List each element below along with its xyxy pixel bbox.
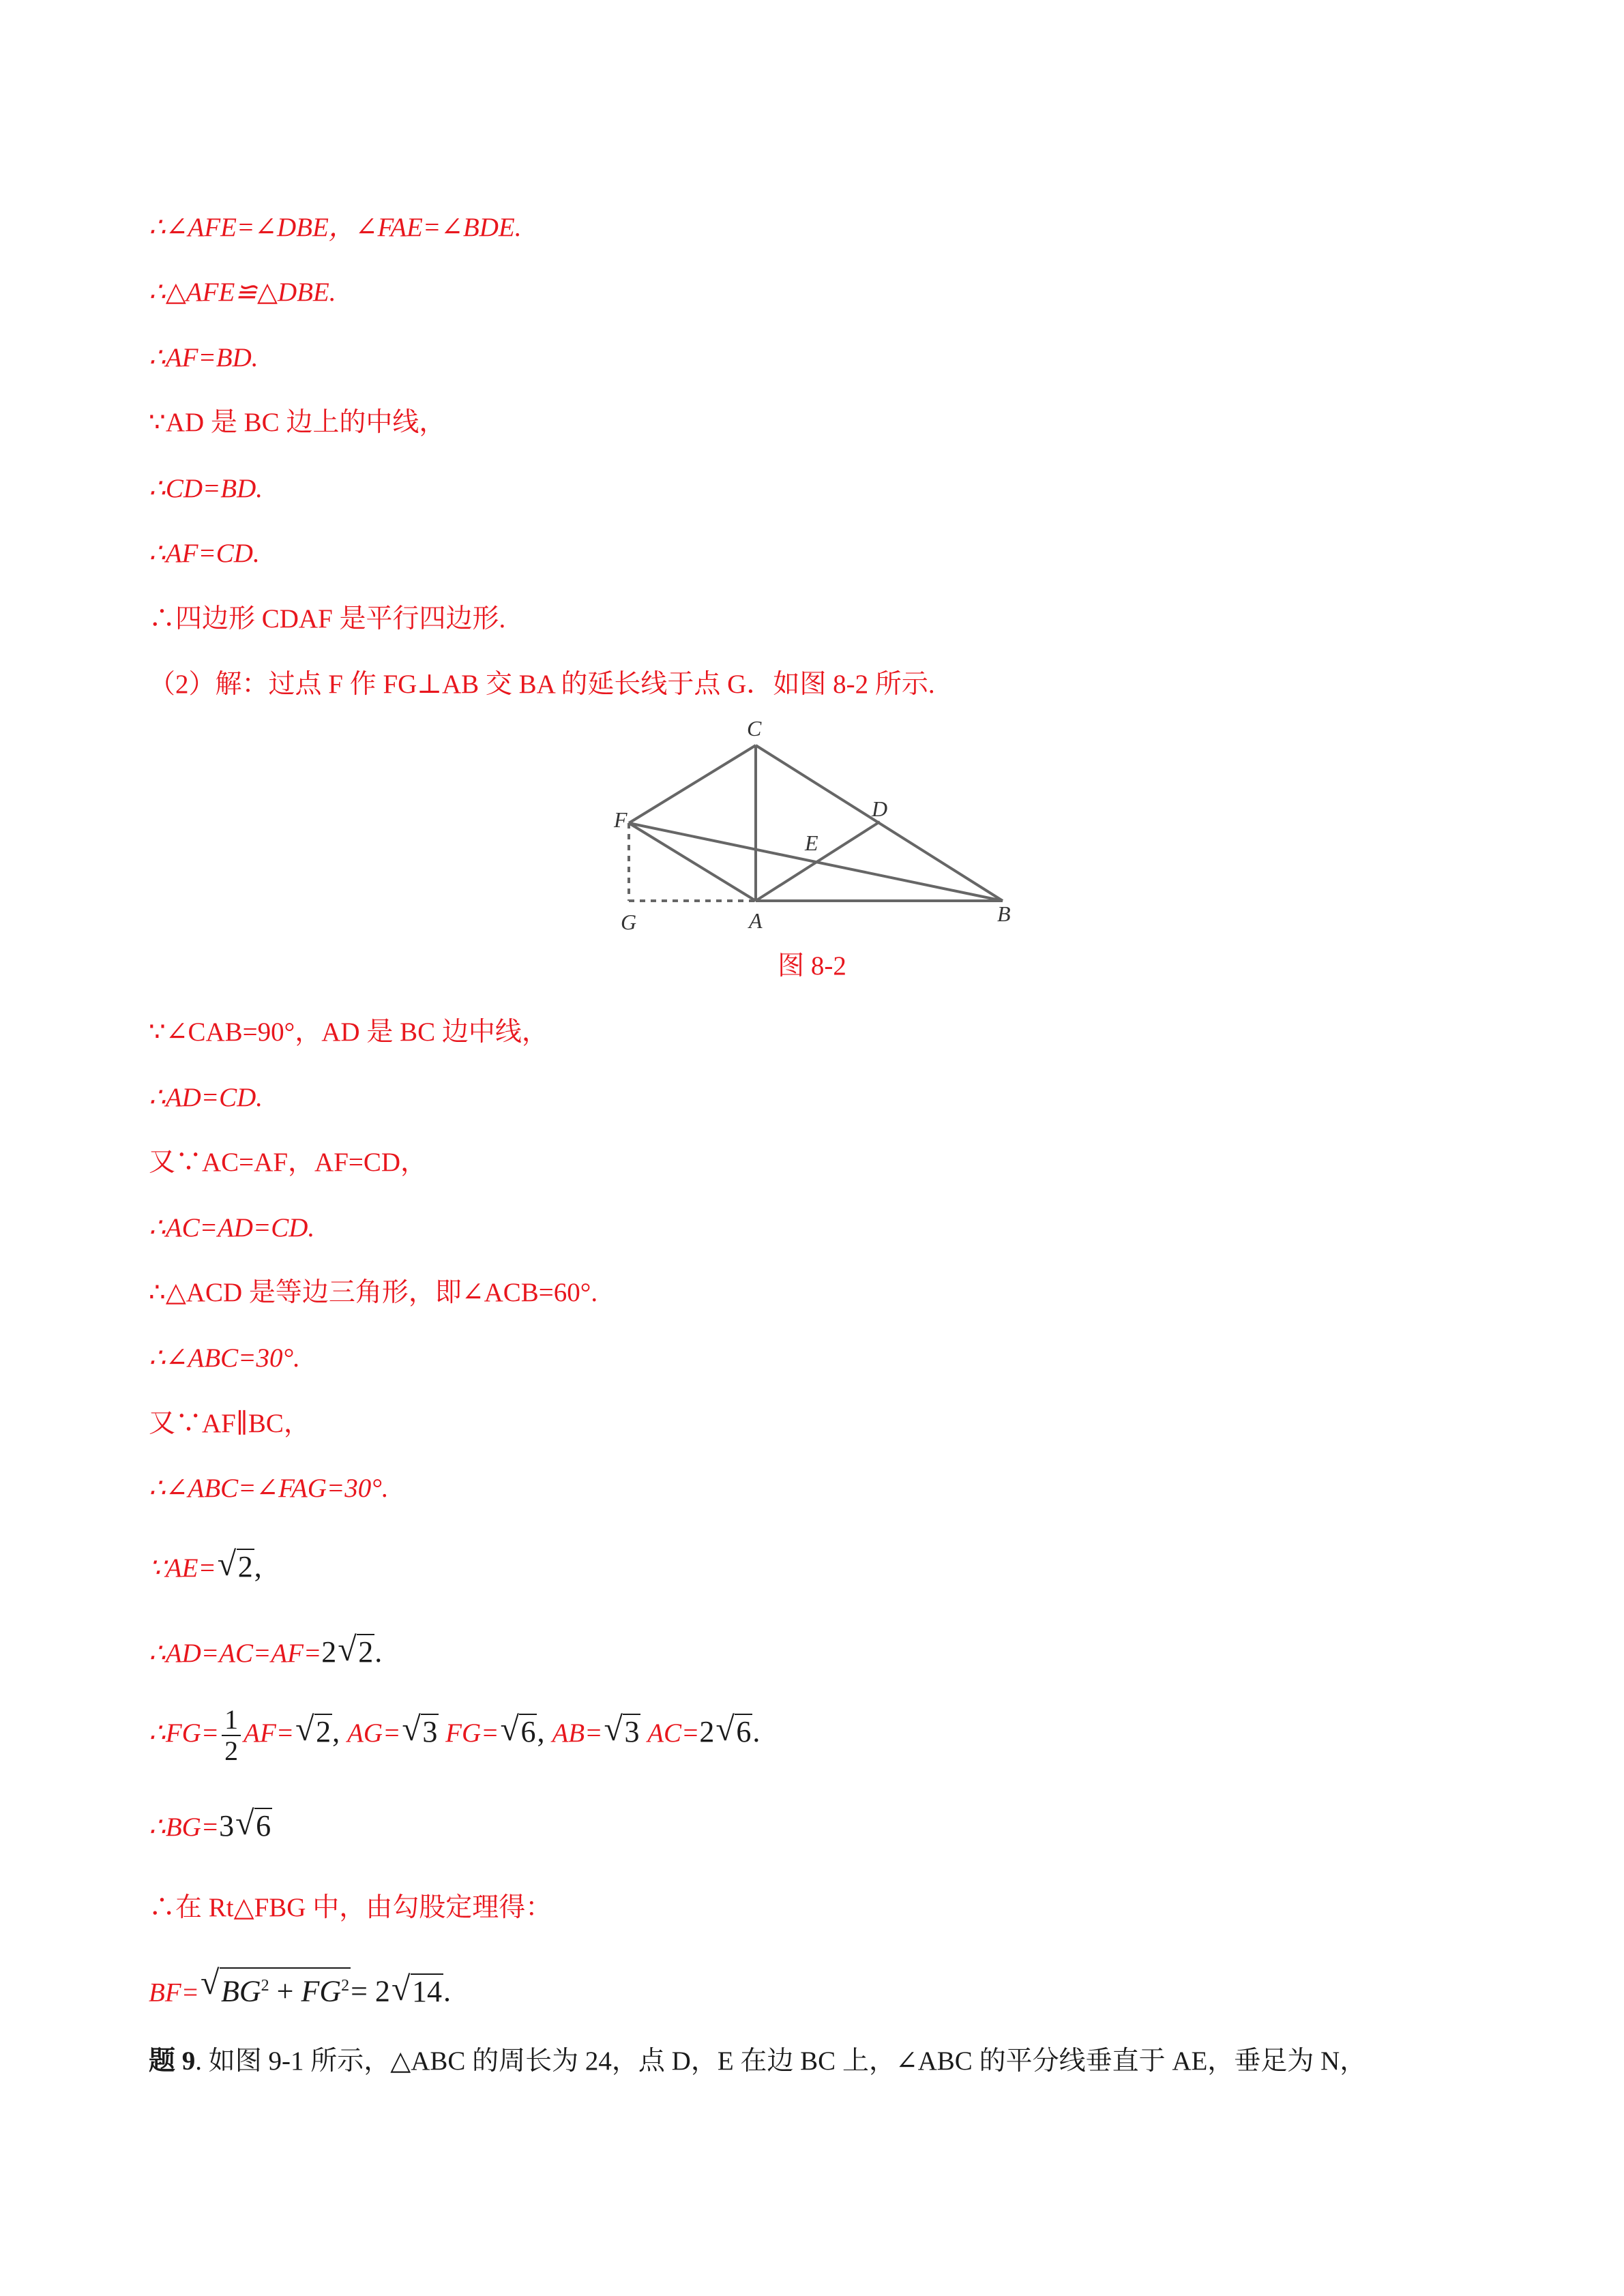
proof-line: ∴∠AFE=∠DBE，∠FAE=∠BDE. (149, 213, 522, 242)
proof-line: ∴四边形 CDAF 是平行四边形. (149, 604, 506, 633)
proof-line: ∴AF=CD. (149, 539, 260, 568)
proof-line: ∴AC=AD=CD. (149, 1213, 315, 1242)
proof-line-fg: ∴FG= $\frac{1}{2}$ AF= √ 2, AG= √ 3 FG= √ 6, AB= √ 3 AC=2 √ 6. (149, 1704, 761, 1766)
proof-line: （2）解：过点 F 作 FG⊥AB 交 BA 的延长线于点 G．如图 8-2 所示. (149, 670, 935, 699)
label-b: B (997, 901, 1011, 926)
proof-line: ∴△AFE≌△DBE. (149, 278, 336, 307)
question-9 (149, 2042, 1366, 2081)
geometry-figure (600, 719, 1023, 938)
proof-line-ae: ∵AE= √ 2, (149, 1545, 262, 1583)
proof-line-bf: BF= √ $BG^2 + FG^2= 2$ √ 14. (149, 1963, 451, 2008)
fraction-half: $\frac{1}{2}$ (222, 1705, 241, 1766)
label-g: G (621, 910, 637, 934)
proof-line: ∴在 Rt△FBG 中，由勾股定理得： (149, 1893, 552, 1922)
proof-line: ∵∠CAB=90°，AD 是 BC 边中线， (149, 1017, 548, 1047)
label-c: C (747, 719, 762, 741)
proof-line: ∴AF=BD. (149, 343, 259, 372)
question-label: 题 9 (149, 2046, 196, 2076)
proof-line-bg: ∴BG=3 √ 6 (149, 1804, 271, 1843)
proof-line: ∴∠ABC=∠FAG=30°. (149, 1474, 389, 1503)
label-a: A (749, 908, 763, 933)
proof-line: 又∵AF∥BC， (149, 1409, 310, 1438)
label-e: E (805, 831, 818, 855)
proof-line: ∴∠ABC=30°. (149, 1343, 300, 1373)
proof-line: 又∵AC=AF，AF=CD， (149, 1148, 428, 1177)
question-text: . 如图 9-1 所示，△ABC 的周长为 24，点 D，E 在边 BC 上，∠ABC 的平分线垂直于 AE，垂足为 N， (195, 2046, 1367, 2076)
label-d: D (872, 796, 888, 821)
label-f: F (614, 807, 628, 832)
proof-line: ∴CD=BD. (149, 474, 263, 503)
figure-caption: 图 8-2 (778, 951, 846, 981)
segment-fa (629, 823, 756, 901)
proof-line: ∵AD 是 BC 边上的中线， (149, 408, 446, 437)
proof-line-ad: ∴AD=AC=AF=2 √ 2. (149, 1630, 383, 1669)
segment-fc (629, 745, 756, 823)
proof-line: ∴AD=CD. (149, 1083, 263, 1112)
proof-line: ∴△ACD 是等边三角形，即∠ACB=60°. (149, 1278, 598, 1307)
